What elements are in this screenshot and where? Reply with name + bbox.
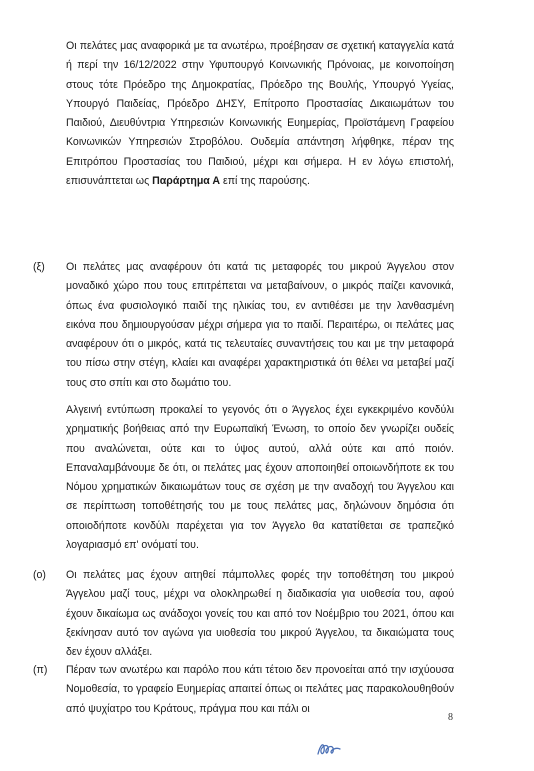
paragraph-text: Οι πελάτες μας αναφορικά με τα ανωτέρω, προέβησαν σε σχετική καταγγελία κατά ή περί την 16/12/2022 στην Υφυπουργό Κοινωνικής Πρόνοιας, με κοινοποίηση στους τότε Πρόεδρο της Δημοκρατίας, Πρόεδρο της Βουλής, Υπουργό Υγείας, Υπουργό Παιδείας, Πρόεδρο ΔΗΣΥ, Επίτροπο Προστασίας Δικαιωμάτων του Παιδιού, Διευθύντρια Υπηρεσιών Κοινωνικής Ευημερίας, Προϊστάμενη Γραφείου Κοινωνικών Υπηρεσιών Στροβόλου. Ουδεμία απάντηση λήφθηκε, πέραν της Επιτρόπου Προστασίας του Παιδιού, μέχρι και σήμερα. Η εν λόγω επιστολή, επισυνάπτεται ως	[66, 40, 454, 188]
page-number: 8	[448, 712, 453, 723]
paragraph-psychiatrist: Πέραν των ανωτέρω και παρόλο που κάτι τέτοιο δεν προνοείται από την ισχύουσα Νομοθεσία, το γραφείο Ευημερίας απαιτεί όπως οι πελάτες μας παρακολουθηθούν από ψυχίατρο του Κράτους, πράγμα που και πάλι οι	[66, 664, 454, 715]
paragraph-complaint	[66, 37, 454, 191]
paragraph-marker: (π)	[33, 664, 48, 676]
signature-mark	[314, 738, 348, 760]
appendix-reference: Παράρτημα Α	[152, 175, 221, 188]
paragraph-placement-request: Οι πελάτες μας έχουν αιτηθεί πάμπολλες φορές την τοποθέτηση του μικρού Άγγελου μαζί τους, μέχρι να ολοκληρωθεί η διαδικασία για υιοθεσία του, αφού έχουν δικαίωμα ως ανάδοχοι γονείς του και από τον Νοέμβριο του 2021, όπου και ξεκίνησαν αυτό τον αγώνα για υιοθεσία του μικρού Άγγελου, τα δικαιώματα τους δεν έχουν αλλάξει.	[66, 569, 454, 659]
paragraph-marker: (ο)	[33, 569, 46, 581]
paragraph-transfers: Οι πελάτες μας αναφέρουν ότι κατά τις μεταφορές του μικρού Άγγελου στον μοναδικό χώρο που τους επιτρέπεται να μεταβαίνουν, ο μικρός παίζει κανονικά, όπως ένα φυσιολογικό παιδί της ηλικίας του, εν αντιθέσει με την λανθασμένη εικόνα που δημιουργούσαν μέχρι σήμερα για το παιδί. Περαιτέρω, οι πελάτες μας αναφέρουν ότι ο μικρός, κατά τις τελευταίες συναντήσεις του και με την μεταφορά του πίσω στην στέγη, κλαίει και αναφέρει χαρακτηριστικά ότι θέλει να μεταβεί μαζί τους στο σπίτι και στο δωμάτιο του.	[66, 261, 454, 389]
paragraph-eu-funding: Αλγεινή εντύπωση προκαλεί το γεγονός ότι ο Άγγελος έχει εγκεκριμένο κονδύλι χρηματικής βοήθειας από την Ευρωπαϊκή Ένωση, το οποίο δεν γνωρίζει ουδείς που αναλώνεται, ούτε και το ύψος αυτού, αλλά ούτε και από ποιόν. Επαναλαμβάνουμε δε ότι, οι πελάτες μας έχουν αποποιηθεί οποιωνδήποτε εκ του Νόμου χρηματικών δικαιωμάτων τους σε σχέση με την αναδοχή του Άγγελου και σε περίπτωση τοποθέτησής του με τους πελάτες μας, δηλώνουν δημόσια ότι οποιοδήποτε κονδύλι παρέχεται για τον Άγγελο θα κατατίθεται σε τραπεζικό λογαριασμό επ' ονόματί του.	[66, 404, 454, 552]
paragraph-text-end: επί της παρούσης.	[220, 175, 310, 188]
paragraph-marker: (ξ)	[33, 261, 45, 273]
